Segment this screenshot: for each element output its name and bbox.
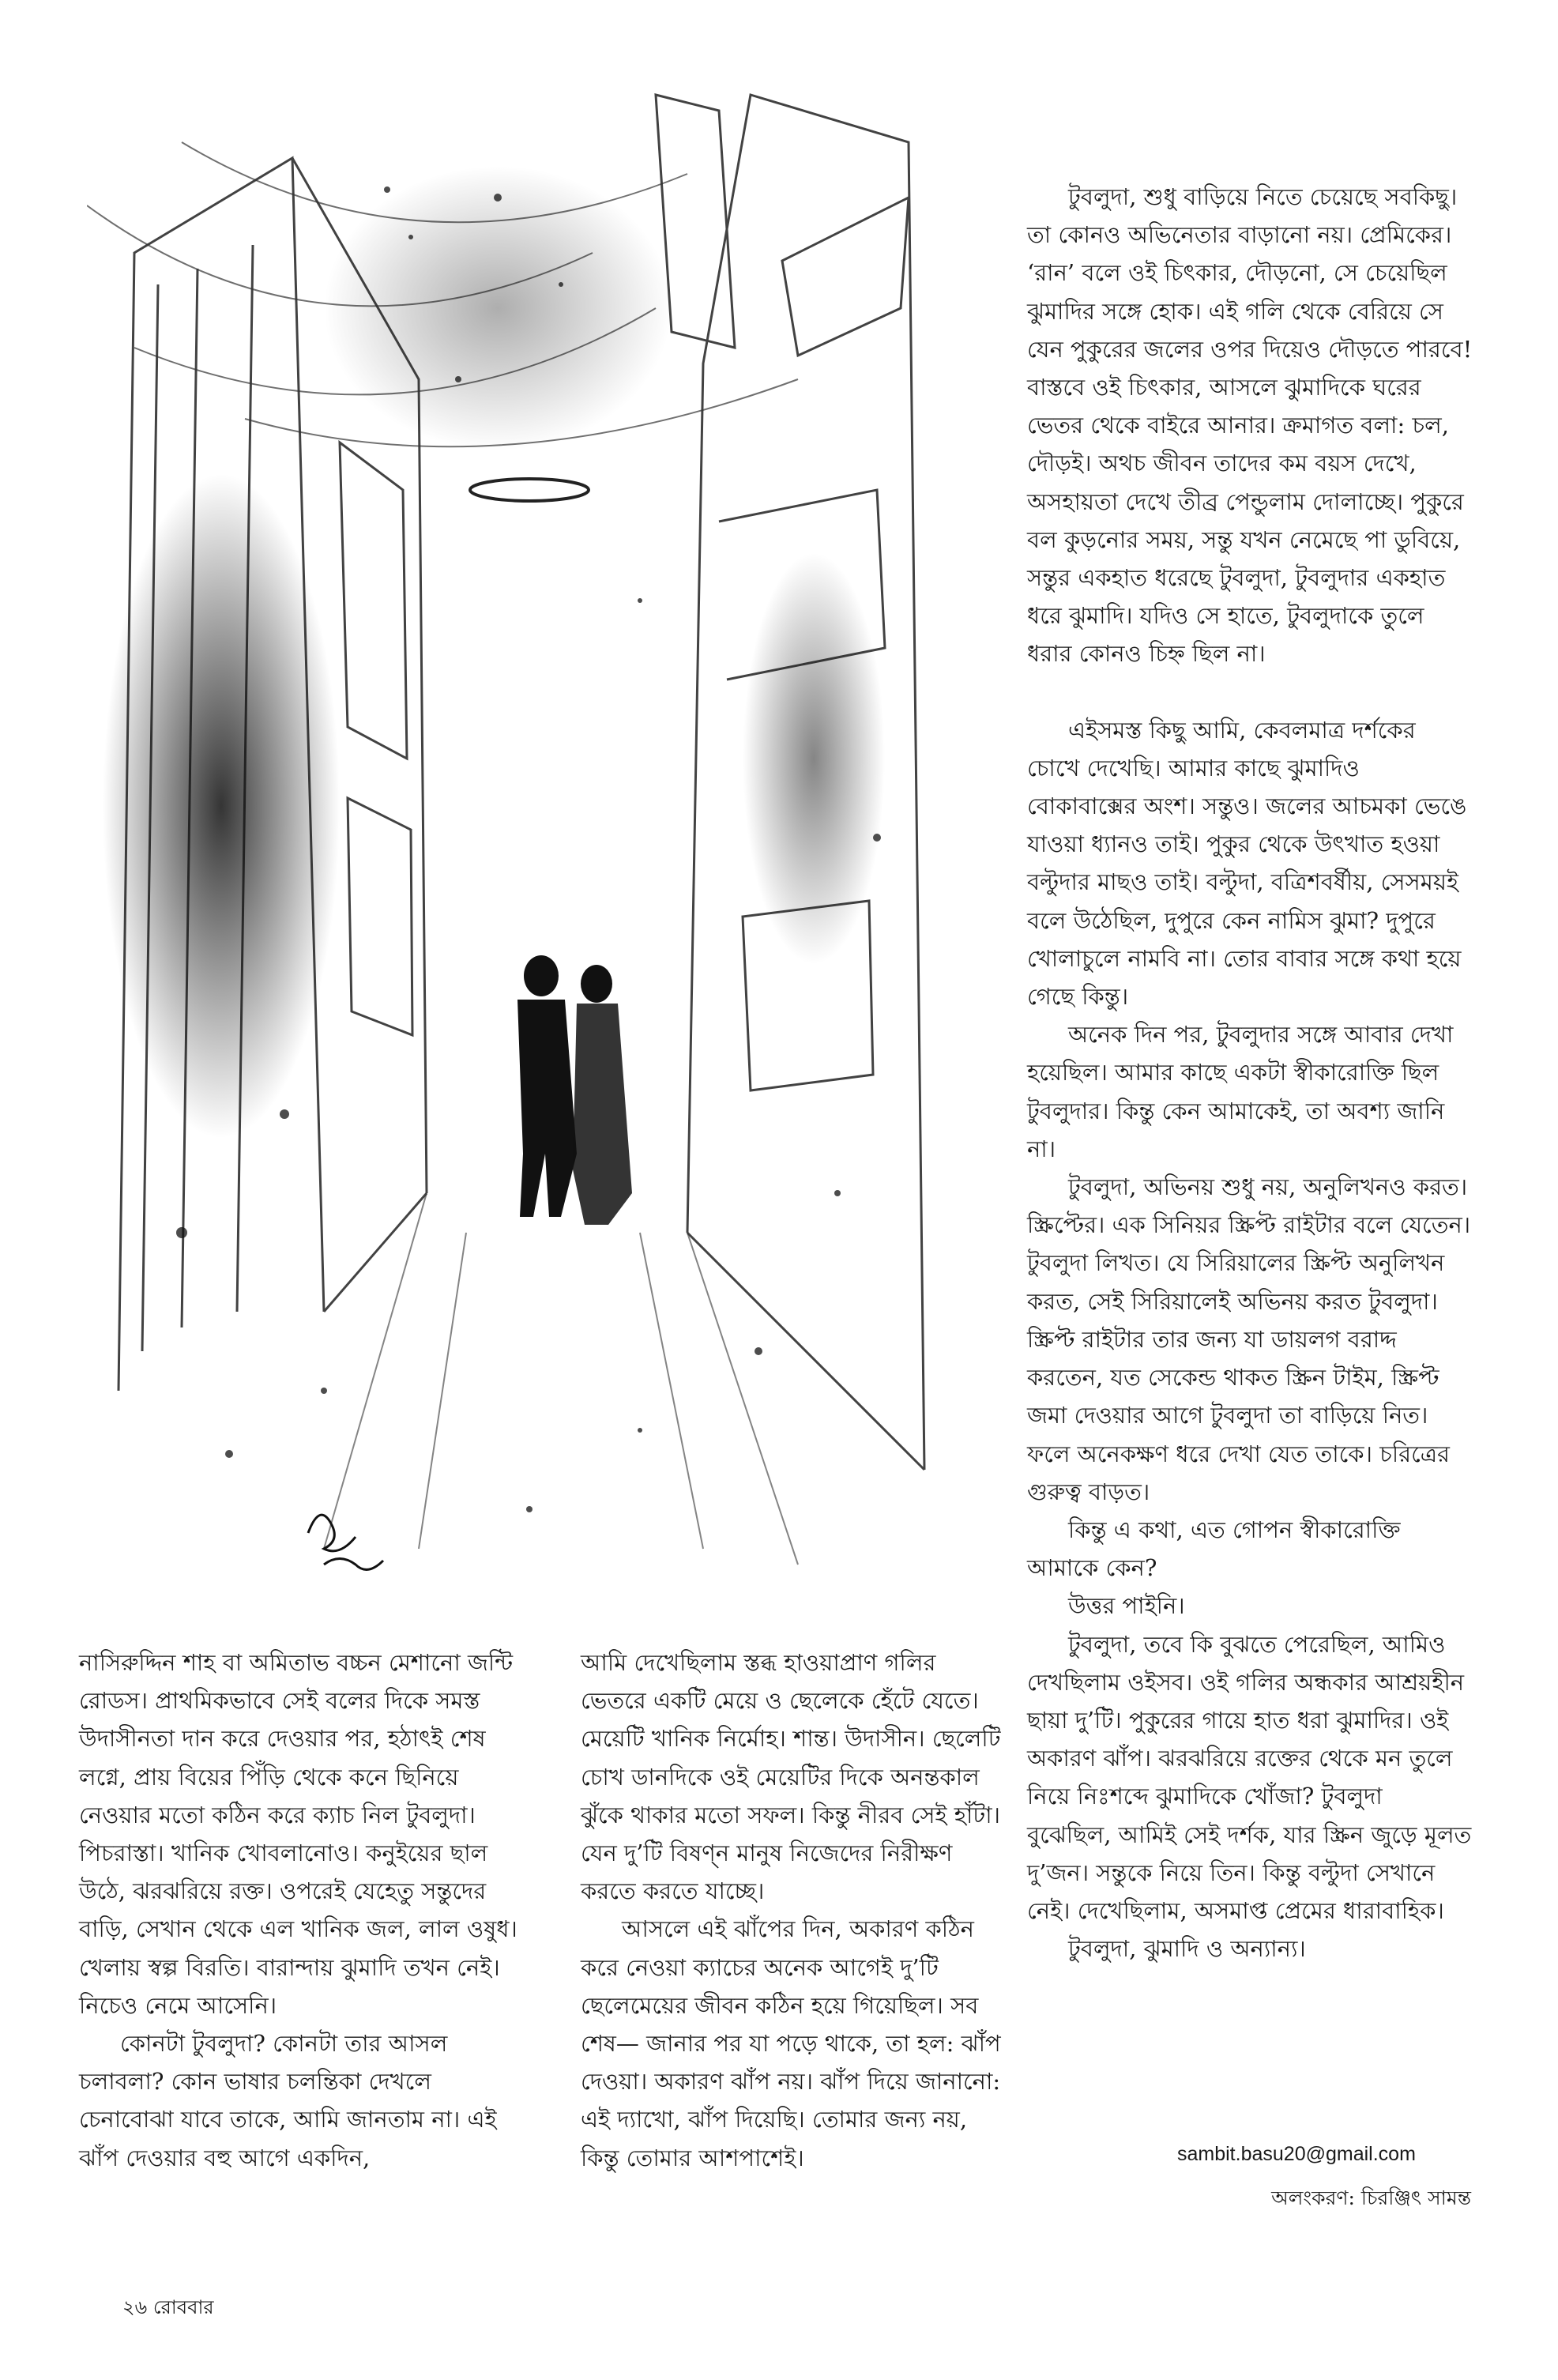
paragraph: নাসিরুদ্দিন শাহ বা অমিতাভ বচ্চন মেশানো জন্টি রোডস। প্রাথমিকভাবে সেই বলের দিকে সমস্ত উদাসীনতা দান করে দেওয়ার পর, হঠাৎই শেষ লগ্নে, প্রায় বিয়ের পিঁড়ি থেকে কনে ছিনিয়ে নেওয়ার মতো কঠিন করে ক্যাচ নিল টুবলুদা। পিচরাস্তা। খানিক খোবলানোও। কনুইয়ের ছাল উঠে, ঝরঝরিয়ে রক্ত। ওপরেই যেহেতু সন্তুদের বাড়ি, সেখান থেকে এল খানিক জল, লাল ওষুধ। খেলায় স্বল্প বিরতি। বারান্দায় ঝুমাদি তখন নেই। নিচেও নেমে আসেনি। — [79, 1649, 517, 2019]
paragraph: টুবলুদা, শুধু বাড়িয়ে নিতে চেয়েছে সবকিছু। তা কোনও অভিনেতার বাড়ানো নয়। প্রেমিকের। ‘রান’ বলে ওই চিৎকার, দৌড়নো, সে চেয়েছিল ঝুমাদির সঙ্গে হোক। এই গলি থেকে বেরিয়ে সে যেন পুকুরের জলের ওপর দিয়েও দৌড়তে পারবে! বাস্তবে ওই চিৎকার, আসলে ঝুমাদিকে ঘরের ভেতর থেকে বাইরে আনার। ক্রমাগত বলা: চল, দৌড়ই। অথচ জীবন তাদের কম বয়স দেখে, অসহায়তা দেখে তীব্র পেন্ডুলাম দোলাচ্ছে। পুকুরে বল কুড়নোর সময়, সন্তু যখন নেমেছে পা ডুবিয়ে, সন্তুর একহাত ধরেছে টুবলুদা, টুবলুদার একহাত ধরে ঝুমাদি। যদিও সে হাতে, টুবলুদাকে তুলে ধরার কোনও চিহ্ন ছিল না। — [1027, 183, 1473, 668]
paragraph: টুবলুদা, তবে কি বুঝতে পেরেছিল, আমিও দেখছিলাম ওইসব। ওই গলির অন্ধকার আশ্রয়হীন ছায়া দু’টি। পুকুরের গায়ে হাত ধরা ঝুমাদির। ওই অকারণ ঝাঁপ। ঝরঝরিয়ে রক্তের থেকে মন তুলে নিয়ে নিঃশব্দে ঝুমাদিকে খোঁজা? টুবলুদা বুঝেছিল, আমিই সেই দর্শক, যার স্ক্রিন জুড়ে মূলত দু’জন। সন্তুকে নিয়ে তিন। কিন্তু বল্টুদা সেখানে নেই। দেখেছিলাম, অসমাপ্ত প্রেমের ধারাবাহিক। — [1027, 1630, 1472, 1924]
illustration-credit: অলংকরণ: চিরঞ্জিৎ সামন্ত — [1271, 2186, 1471, 2209]
article-column-left — [79, 1644, 521, 2177]
paragraph: কিন্তু এ কথা, এত গোপন স্বীকারোক্তি আমাকে কেন? — [1027, 1516, 1401, 1582]
artist-signature — [308, 1515, 383, 1569]
paragraph: টুবলুদা, ঝুমাদি ও অন্যান্য। — [1068, 1935, 1306, 1963]
alley-illustration — [87, 47, 964, 1596]
paragraph: আমি দেখেছিলাম স্তব্ধ হাওয়াপ্রাণ গলির ভেতরে একটি মেয়ে ও ছেলেকে হেঁটে যেতে। মেয়েটি খানিক নির্মোহ। শান্ত। উদাসীন। ছেলেটি চোখ ডানদিকে ওই মেয়েটির দিকে অনন্তকাল ঝুঁকে থাকার মতো সফল। কিন্তু নীরব সেই হাঁটা। যেন দু’টি বিষণ্ন মানুষ নিজেদের নিরীক্ষণ করতে করতে যাচ্ছে। — [581, 1649, 1001, 1905]
paragraph: আসলে এই ঝাঁপের দিন, অকারণ কঠিন করে নেওয়া ক্যাচের অনেক আগেই দু’টি ছেলেমেয়ের জীবন কঠিন হয়ে গিয়েছিল। সব শেষ— জানার পর যা পড়ে থাকে, তা হল: ঝাঁপ দেওয়া। অকারণ ঝাঁপ নয়। ঝাঁপ দিয়ে জানানো: এই দ্যাখো, ঝাঁপ দিয়েছি। তোমার জন্য নয়, কিন্তু তোমার আশপাশেই। — [581, 1915, 1001, 2171]
paragraph: কোনটা টুবলুদা? কোনটা তার আসল চলাবলা? কোন ভাষার চলন্তিকা দেখলে চেনাবোঝা যাবে তাকে, আমি জানতাম না। এই ঝাঁপ দেওয়ার বহু আগে একদিন, — [79, 2030, 497, 2171]
paragraph: টুবলুদা, অভিনয় শুধু নয়, অনুলিখনও করত। স্ক্রিপ্টের। এক সিনিয়র স্ক্রিপ্ট রাইটার বলে যেতেন। টুবলুদা লিখত। যে সিরিয়ালের স্ক্রিপ্ট অনুলিখন করত, সেই সিরিয়ালেই অভিনয় করত টুবলুদা। স্ক্রিপ্ট রাইটার তার জন্য যা ডায়লগ বরাদ্দ করতেন, যত সেকেন্ড থাকত স্ক্রিন টাইম, স্ক্রিপ্ট জমা দেওয়ার আগে টুবলুদা তা বাড়িয়ে নিত। ফলে অনেকক্ষণ ধরে দেখা যেত তাকে। চরিত্রের গুরুত্ব বাড়ত। — [1027, 1173, 1471, 1505]
paragraph: এইসমস্ত কিছু আমি, কেবলমাত্র দর্শকের চোখে দেখেছি। আমার কাছে ঝুমাদিও বোকাবাক্সের অংশ। সন্তুও। জলের আচমকা ভেঙে যাওয়া ধ্যানও তাই। পুকুর থেকে উৎখাত হওয়া বল্টুদার মাছও তাই। বল্টুদা, বত্রিশবর্ষীয়, সেসময়ই বলে উঠেছিল, দুপুরে কেন নামিস ঝুমা? দুপুরে খোলাচুলে নামবি না। তোর বাবার সঙ্গে কথা হয়ে গেছে কিন্তু। — [1027, 716, 1467, 1011]
page-folio: ২৬ রোববার — [122, 2296, 214, 2318]
author-email[interactable]: sambit.basu20@gmail.com — [1177, 2143, 1416, 2165]
article-column-right — [1027, 178, 1473, 1968]
paragraph: উত্তর পাইনি। — [1068, 1592, 1185, 1620]
article-column-middle — [581, 1644, 1007, 2177]
paragraph: অনেক দিন পর, টুবলুদার সঙ্গে আবার দেখা হয়েছিল। আমার কাছে একটা স্বীকারোক্তি ছিল টুবলুদার। কিন্তু কেন আমাকেই, তা অবশ্য জানি না। — [1027, 1021, 1454, 1162]
